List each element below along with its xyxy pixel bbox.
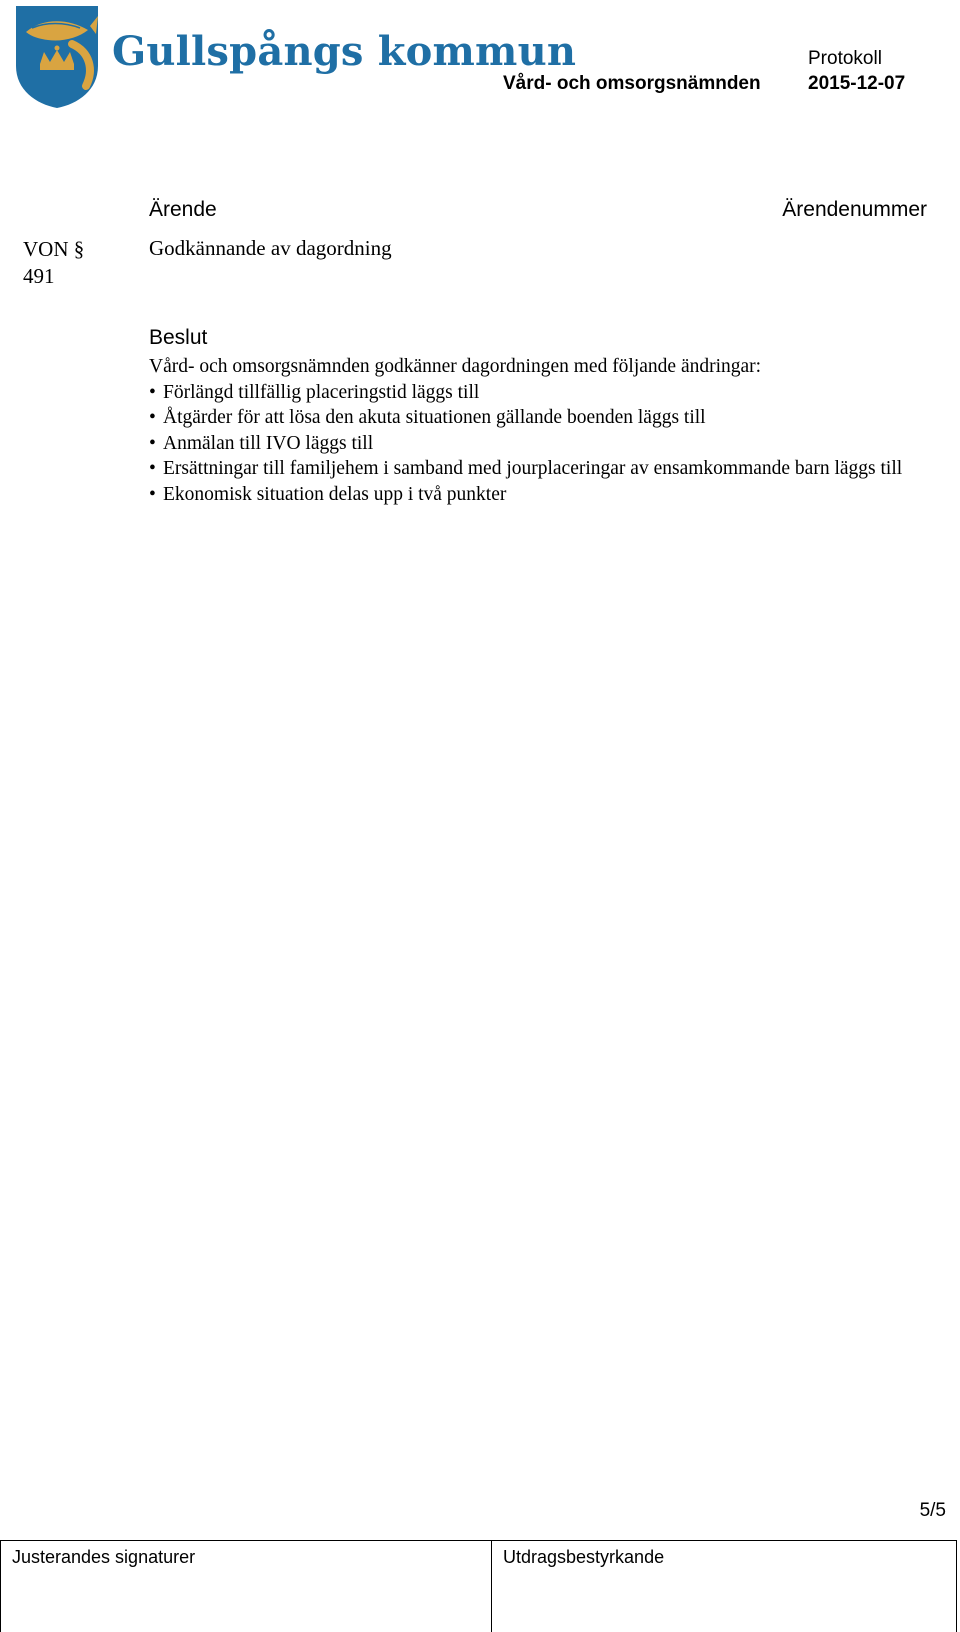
bullet-icon: •	[149, 432, 156, 454]
list-item	[149, 431, 919, 457]
bullet-icon: •	[149, 483, 156, 505]
page-number: 5/5	[919, 1500, 946, 1521]
list-item-text: Ekonomisk situation delas upp i två punkter	[163, 483, 507, 505]
document-type: Protokoll	[808, 48, 882, 69]
list-item-text: Ersättningar till familjehem i samband med jourplaceringar av ensamkommande barn läggs till	[163, 458, 903, 479]
item-number-label: Ärendenummer	[782, 198, 927, 221]
item-title: Godkännande av dagordning	[149, 236, 392, 260]
list-item	[149, 482, 919, 508]
meeting-date: 2015-12-07	[808, 73, 906, 94]
signature-table-divider	[491, 1540, 492, 1632]
municipality-name: Gullspångs kommun	[112, 28, 577, 75]
decision-body	[149, 354, 919, 507]
bullet-icon: •	[149, 381, 156, 403]
bullet-icon: •	[149, 458, 156, 479]
list-item-text: Förlängd tillfällig placeringstid läggs till	[163, 381, 480, 403]
signatures-label: Justerandes signaturer	[12, 1547, 196, 1567]
list-item-text: Anmälan till IVO läggs till	[163, 432, 374, 454]
bullet-icon: •	[149, 407, 156, 428]
board-name: Vård- och omsorgsnämnden	[503, 73, 761, 94]
municipality-logo	[12, 4, 102, 110]
certification-label: Utdragsbestyrkande	[503, 1547, 665, 1567]
list-item	[149, 380, 919, 406]
item-heading-label: Ärende	[149, 198, 217, 221]
decision-intro: Vård- och omsorgsnämnden godkänner dagordningen med följande ändringar:	[149, 356, 762, 377]
decision-heading: Beslut	[149, 326, 208, 349]
list-item	[149, 456, 919, 482]
list-item	[149, 405, 919, 431]
list-item-text: Åtgärder för att lösa den akuta situationen gällande boenden läggs till	[163, 407, 706, 428]
decision-list	[149, 380, 919, 508]
paragraph-reference: VON § 491	[23, 237, 85, 288]
